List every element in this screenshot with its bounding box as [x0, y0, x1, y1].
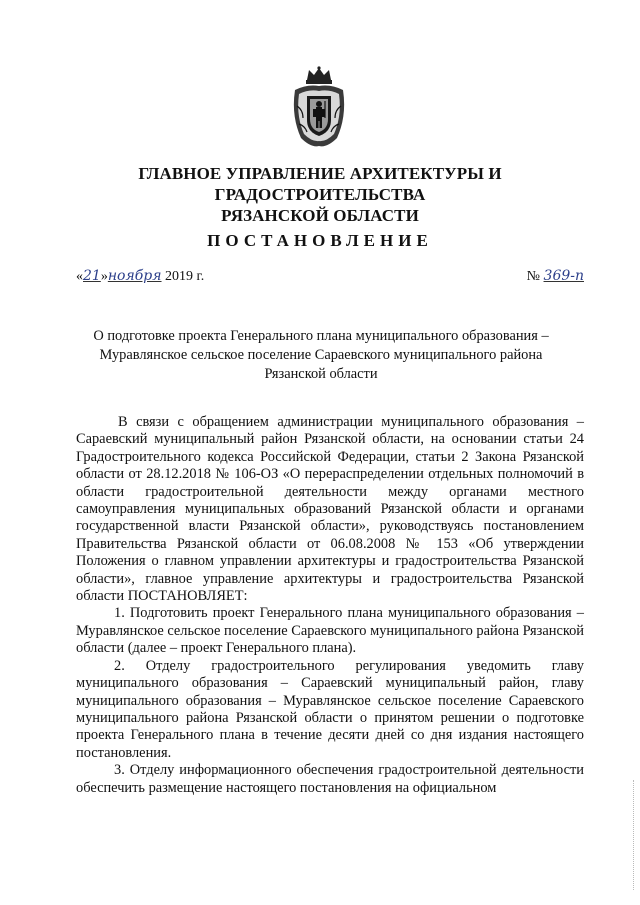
organization-title [60, 163, 580, 226]
subject-line1: О подготовке проекта Генерального плана муниципального образования – [93, 328, 549, 344]
ryazan-coat-of-arms-icon [287, 66, 351, 150]
scan-edge-marks [630, 780, 634, 890]
document-type-heading: ПОСТАНОВЛЕНИЕ [207, 231, 433, 250]
document-date [76, 268, 204, 285]
number-value: 369-п [543, 268, 584, 284]
document-subject [86, 327, 556, 384]
organization-title-line2: РЯЗАНСКОЙ ОБЛАСТИ [221, 206, 419, 225]
body-item-3: 3. Отделу информационного обеспечения градостроительной деятельности обеспечить размещение настоящего постановления на официальном [76, 762, 584, 796]
date-quote-close: » [100, 269, 108, 284]
body-item-1: 1. Подготовить проект Генерального плана муниципального образования – Муравлянское сельское поселение Сараевского муниципального района Рязанской области (далее – проект Генерального плана). [76, 605, 584, 657]
date-day: 21 [83, 268, 101, 284]
date-month: ноября [107, 268, 162, 284]
number-prefix: № [526, 269, 541, 284]
document-body [76, 414, 584, 797]
date-year: 2019 г. [165, 269, 205, 284]
date-quote-open: « [76, 269, 83, 284]
document-number [527, 268, 584, 285]
subject-line2: Муравлянское сельское поселение Сараевского муниципального района [99, 347, 543, 363]
body-item-2: 2. Отделу градостроительного регулирования уведомить главу муниципального образования – Сараевский муниципальный район, главу муниципального образования – Муравлянское сельское поселение Сараевского муниципального района Рязанской области о принятом решении о подготовке проекта Генерального плана в течение десяти дней со дня издания настоящего постановления. [76, 657, 584, 761]
body-preamble: В связи с обращением администрации муниципального образования – Сараевский муниципальный район Рязанской области, на основании статьи 24 Градостроительного кодекса Российской Федерации, статьи 2 Закона Рязанской области от 28.12.2018 № 106-ОЗ «О перераспределении отдельных полномочий в области градостроительной деятельности между органами местного самоуправления муниципальных образований Рязанской области и органами государственной власти Рязанской области», руководствуясь постановлением Правительства Рязанской области от 06.08.2008 № 153 «Об утверждении Положения о главном управлении архитектуры и градостроительства Рязанской области», главное управление архитектуры и градостроительства Рязанской области ПОСТАНОВЛЯЕТ: [76, 414, 584, 605]
subject-line3: Рязанской области [264, 366, 378, 382]
organization-title-line1: ГЛАВНОЕ УПРАВЛЕНИЕ АРХИТЕКТУРЫ И ГРАДОСТРОИТЕЛЬСТВА [138, 164, 502, 204]
